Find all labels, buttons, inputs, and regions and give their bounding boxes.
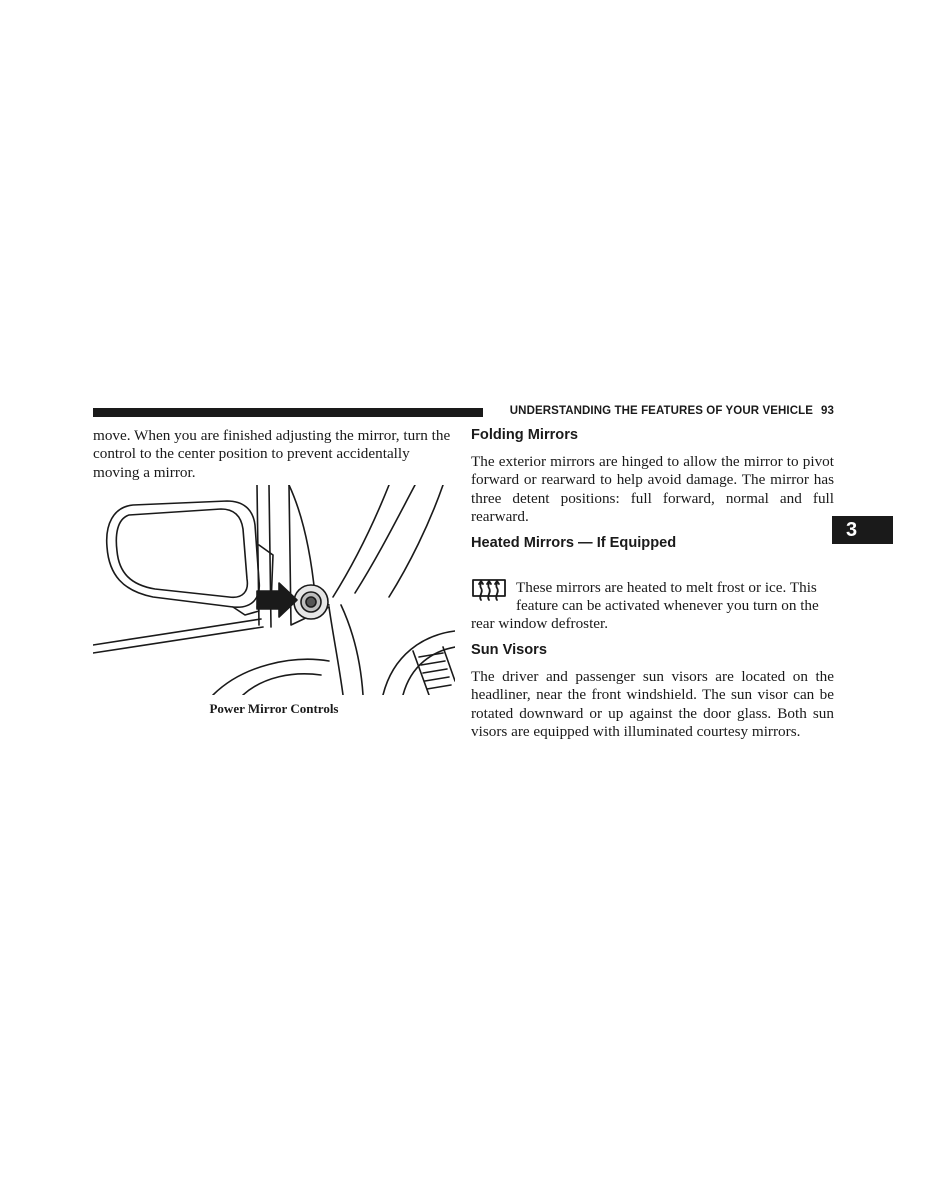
sun-visors-paragraph: The driver and passenger sun visors are located on the headliner, near the front windshield. The sun visor can be rotated downward or up against the door glass. Both sun visors are equipped with illuminated courtesy mirrors. <box>471 668 834 740</box>
heated-line-1: These mirrors are heated to melt frost or ice. This <box>516 579 817 596</box>
page-number: 93 <box>821 405 834 417</box>
rear-defroster-icon <box>471 578 507 602</box>
heated-mirrors-heading: Heated Mirrors — If Equipped <box>471 535 677 551</box>
chapter-tab: 3 <box>832 516 893 544</box>
folding-mirrors-heading: Folding Mirrors <box>471 427 579 443</box>
power-mirror-illustration <box>93 485 455 695</box>
header-rule <box>93 408 483 417</box>
figure-caption: Power Mirror Controls <box>209 701 339 716</box>
running-header <box>490 405 834 417</box>
heated-line-2: feature can be activated whenever you turn on the <box>516 597 819 614</box>
sun-visors-heading: Sun Visors <box>471 642 547 658</box>
folding-mirrors-paragraph: The exterior mirrors are hinged to allow the mirror to pivot forward or rearward to help avoid damage. The mirror has three detent positions: full forward, normal and full rearward. <box>471 453 834 525</box>
intro-paragraph: move. When you are finished adjusting the mirror, turn the control to the center position to prevent accidentally moving a mirror. <box>93 427 451 481</box>
section-title: UNDERSTANDING THE FEATURES OF YOUR VEHICLE <box>509 405 813 417</box>
heated-line-3: rear window defroster. <box>471 615 609 632</box>
